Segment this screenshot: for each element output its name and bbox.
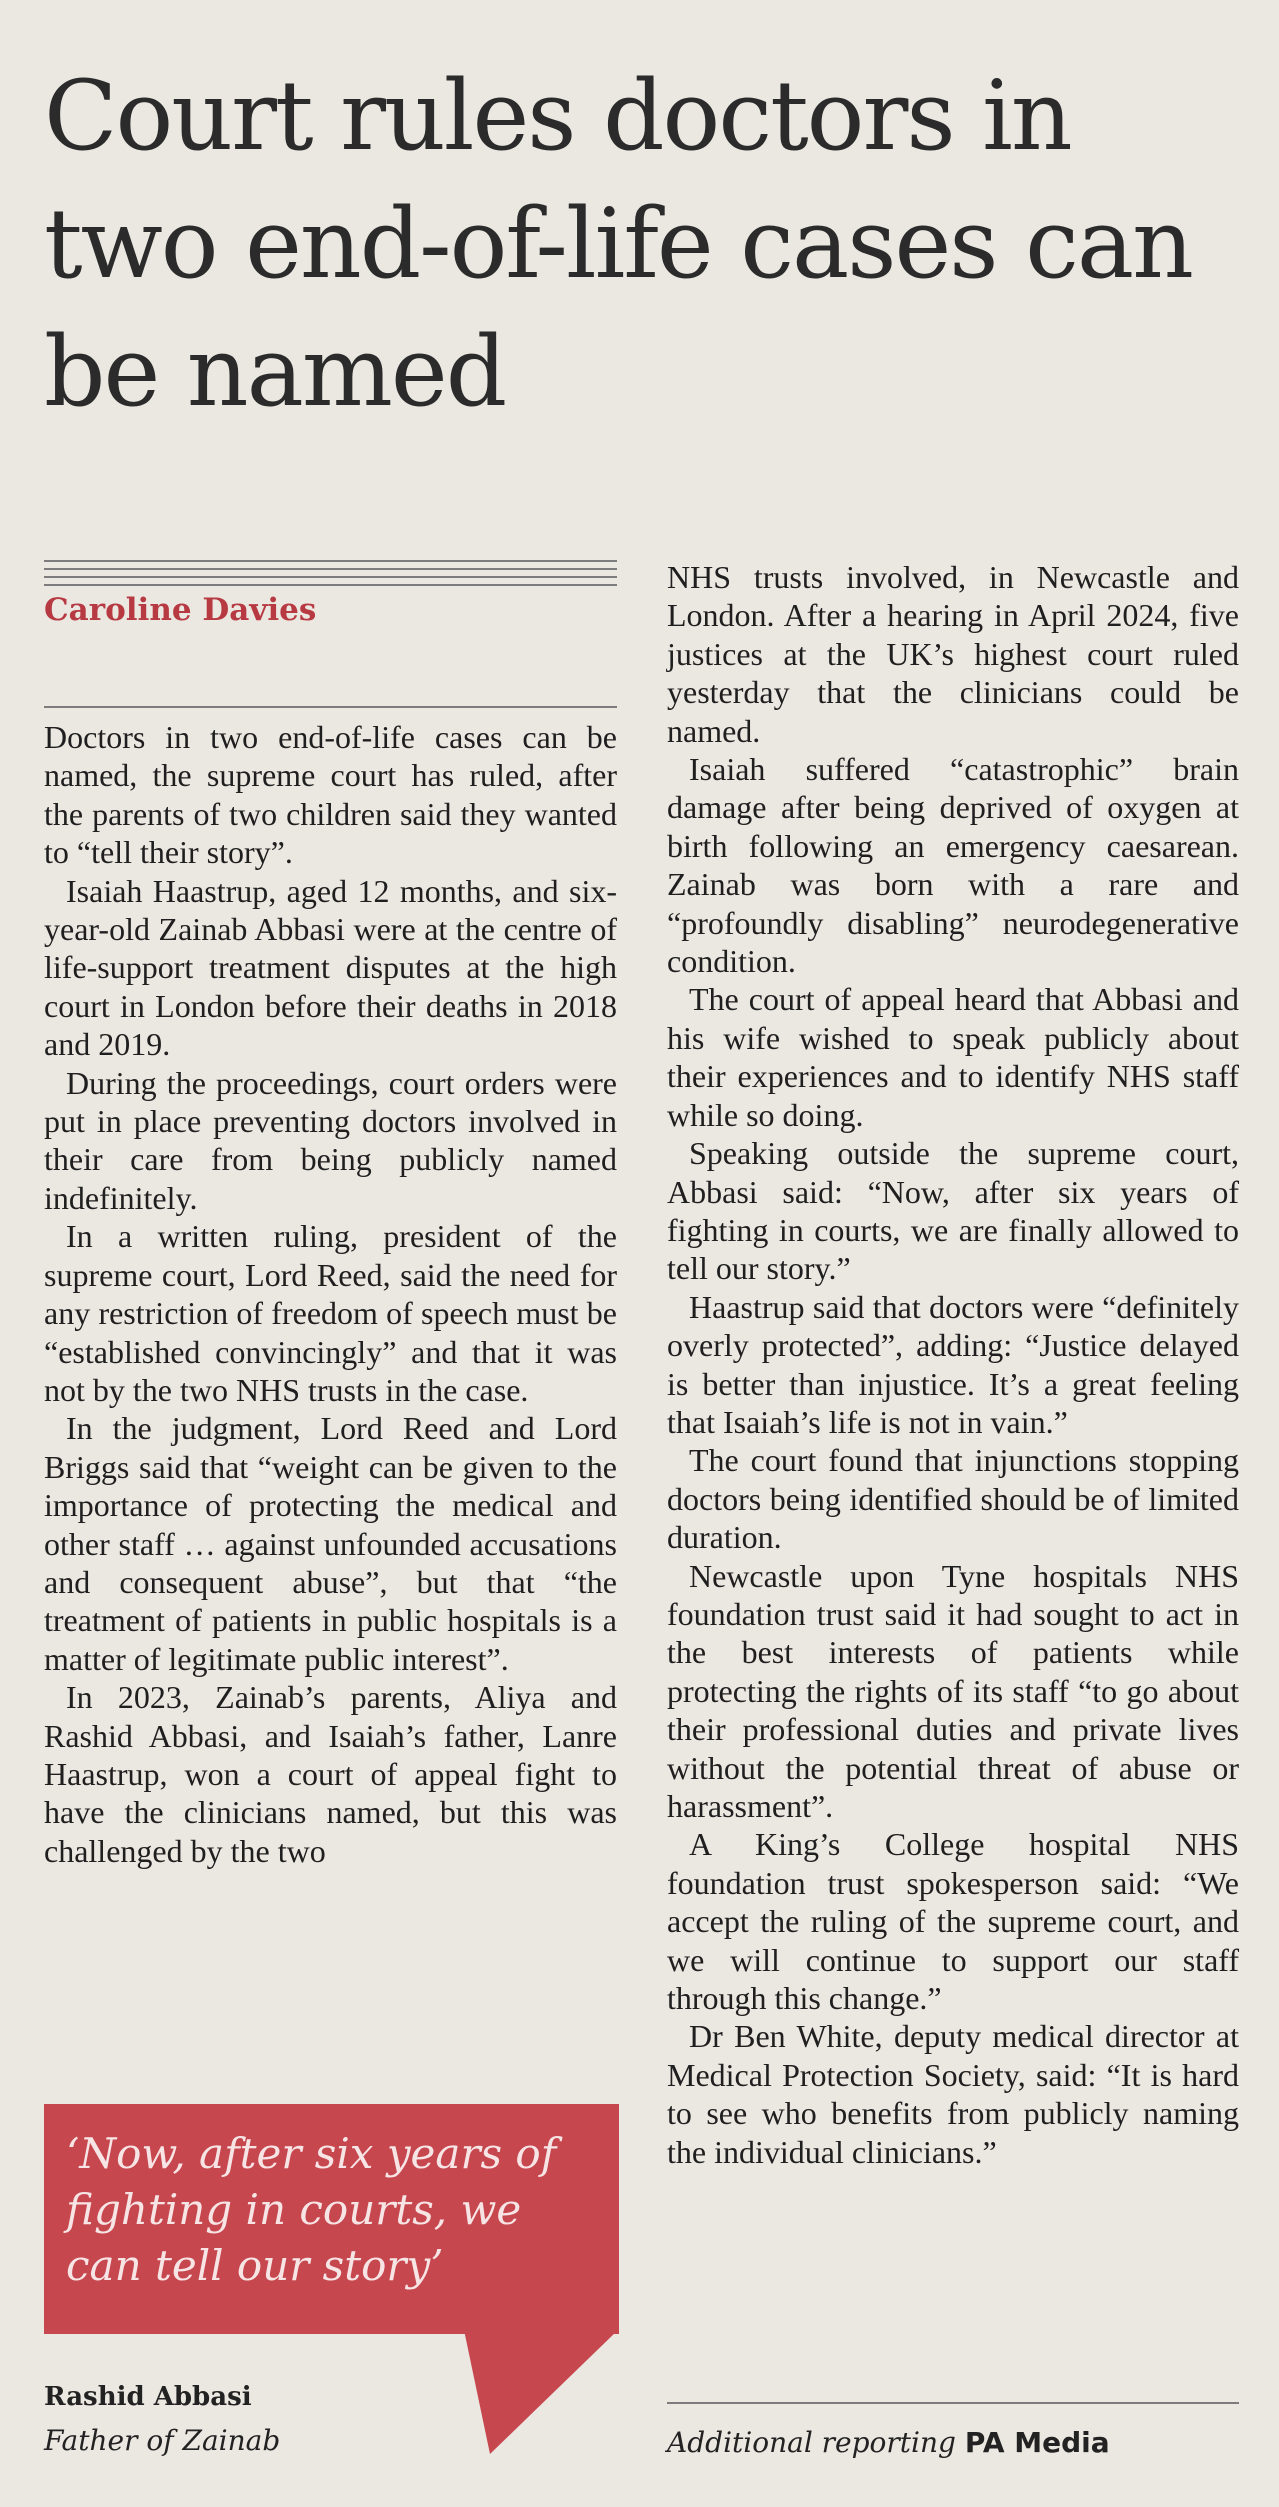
article-column-1: [44, 718, 617, 1870]
headline: Court rules doctors in two end-of-life cases can be named: [44, 60, 1192, 428]
paragraph: Speaking outside the supreme court, Abbasi said: “Now, after six years of fighting in courts, we are finally allowed to tell our story.”: [667, 1135, 1239, 1287]
paragraph: Haastrup said that doctors were “definitely overly protected”, adding: “Justice delayed is better than injustice. It’s a great feeling that Isaiah’s life is not in vain.”: [667, 1288, 1239, 1440]
pull-quote: [44, 2104, 619, 2334]
byline-divider: [44, 706, 617, 708]
paragraph: In 2023, Zainab’s parents, Aliya and Rashid Abbasi, and Isaiah’s father, Lanre Haastrup, won a court of appeal fight to have the clinicians named, but this was challenged by the two: [44, 1679, 617, 1869]
article-column-2: [667, 558, 1239, 2171]
paragraph: Isaiah suffered “catastrophic” brain damage after being deprived of oxygen at birth following an emergency caesarean. Zainab was born with a rare and “profoundly disabling” neurodegenerative condition.: [667, 751, 1239, 980]
paragraph: A King’s College hospital NHS foundation trust spokesperson said: “We accept the ruling of the supreme court, and we will continue to support our staff through this change.”: [667, 1826, 1239, 2017]
pull-quote-attribution-role: Father of Zainab: [44, 2424, 281, 2457]
footer-divider: [667, 2402, 1239, 2404]
pull-quote-attribution-name: Rashid Abbasi: [44, 2382, 252, 2412]
byline: Caroline Davies: [44, 592, 317, 628]
additional-reporting-label: Additional reporting: [667, 2426, 956, 2459]
pull-quote-text: ‘Now, after six years of fighting in courts, we can tell our story’: [66, 2129, 557, 2290]
paragraph: Newcastle upon Tyne hospitals NHS foundation trust said it had sought to act in the best interests of patients while protecting the rights of its staff “to go about their professional duties and private lives without the potential threat of abuse or harassment”.: [667, 1557, 1239, 1824]
paragraph: Isaiah Haastrup, aged 12 months, and six-year-old Zainab Abbasi were at the centre of life-support treatment disputes at the high court in London before their deaths in 2018 and 2019.: [44, 872, 617, 1063]
paragraph: The court found that injunctions stopping doctors being identified should be of limited duration.: [667, 1442, 1239, 1556]
agency-name: PA Media: [964, 2426, 1110, 2459]
paragraph: Doctors in two end-of-life cases can be named, the supreme court has ruled, after the parents of two children said they wanted to “tell their story”.: [44, 719, 617, 871]
paragraph: The court of appeal heard that Abbasi and his wife wished to speak publicly about their experiences and to identify NHS staff while so doing.: [667, 981, 1239, 1133]
paragraph: NHS trusts involved, in Newcastle and London. After a hearing in April 2024, five justices at the UK’s highest court ruled yesterday that the clinicians could be named.: [667, 559, 1239, 749]
paragraph: In a written ruling, president of the supreme court, Lord Reed, said the need for any restriction of freedom of speech must be “established convincingly” and that it was not by the two NHS trusts in the case.: [44, 1218, 617, 1408]
paragraph: During the proceedings, court orders were put in place preventing doctors involved in their care from being publicly named indefinitely.: [44, 1064, 617, 1216]
pull-quote-tail: [464, 2330, 618, 2454]
paragraph: Dr Ben White, deputy medical director at Medical Protection Society, said: “It is hard to see who benefits from publicly naming the individual clinicians.”: [667, 2018, 1239, 2170]
additional-reporting: [667, 2426, 1110, 2459]
byline-rules: [44, 560, 617, 592]
paragraph: In the judgment, Lord Reed and Lord Briggs said that “weight can be given to the importance of protecting the medical and other staff … against unfounded accusations and consequent abuse”, but that “the treatment of patients in public hospitals is a matter of legitimate public interest”.: [44, 1410, 617, 1677]
